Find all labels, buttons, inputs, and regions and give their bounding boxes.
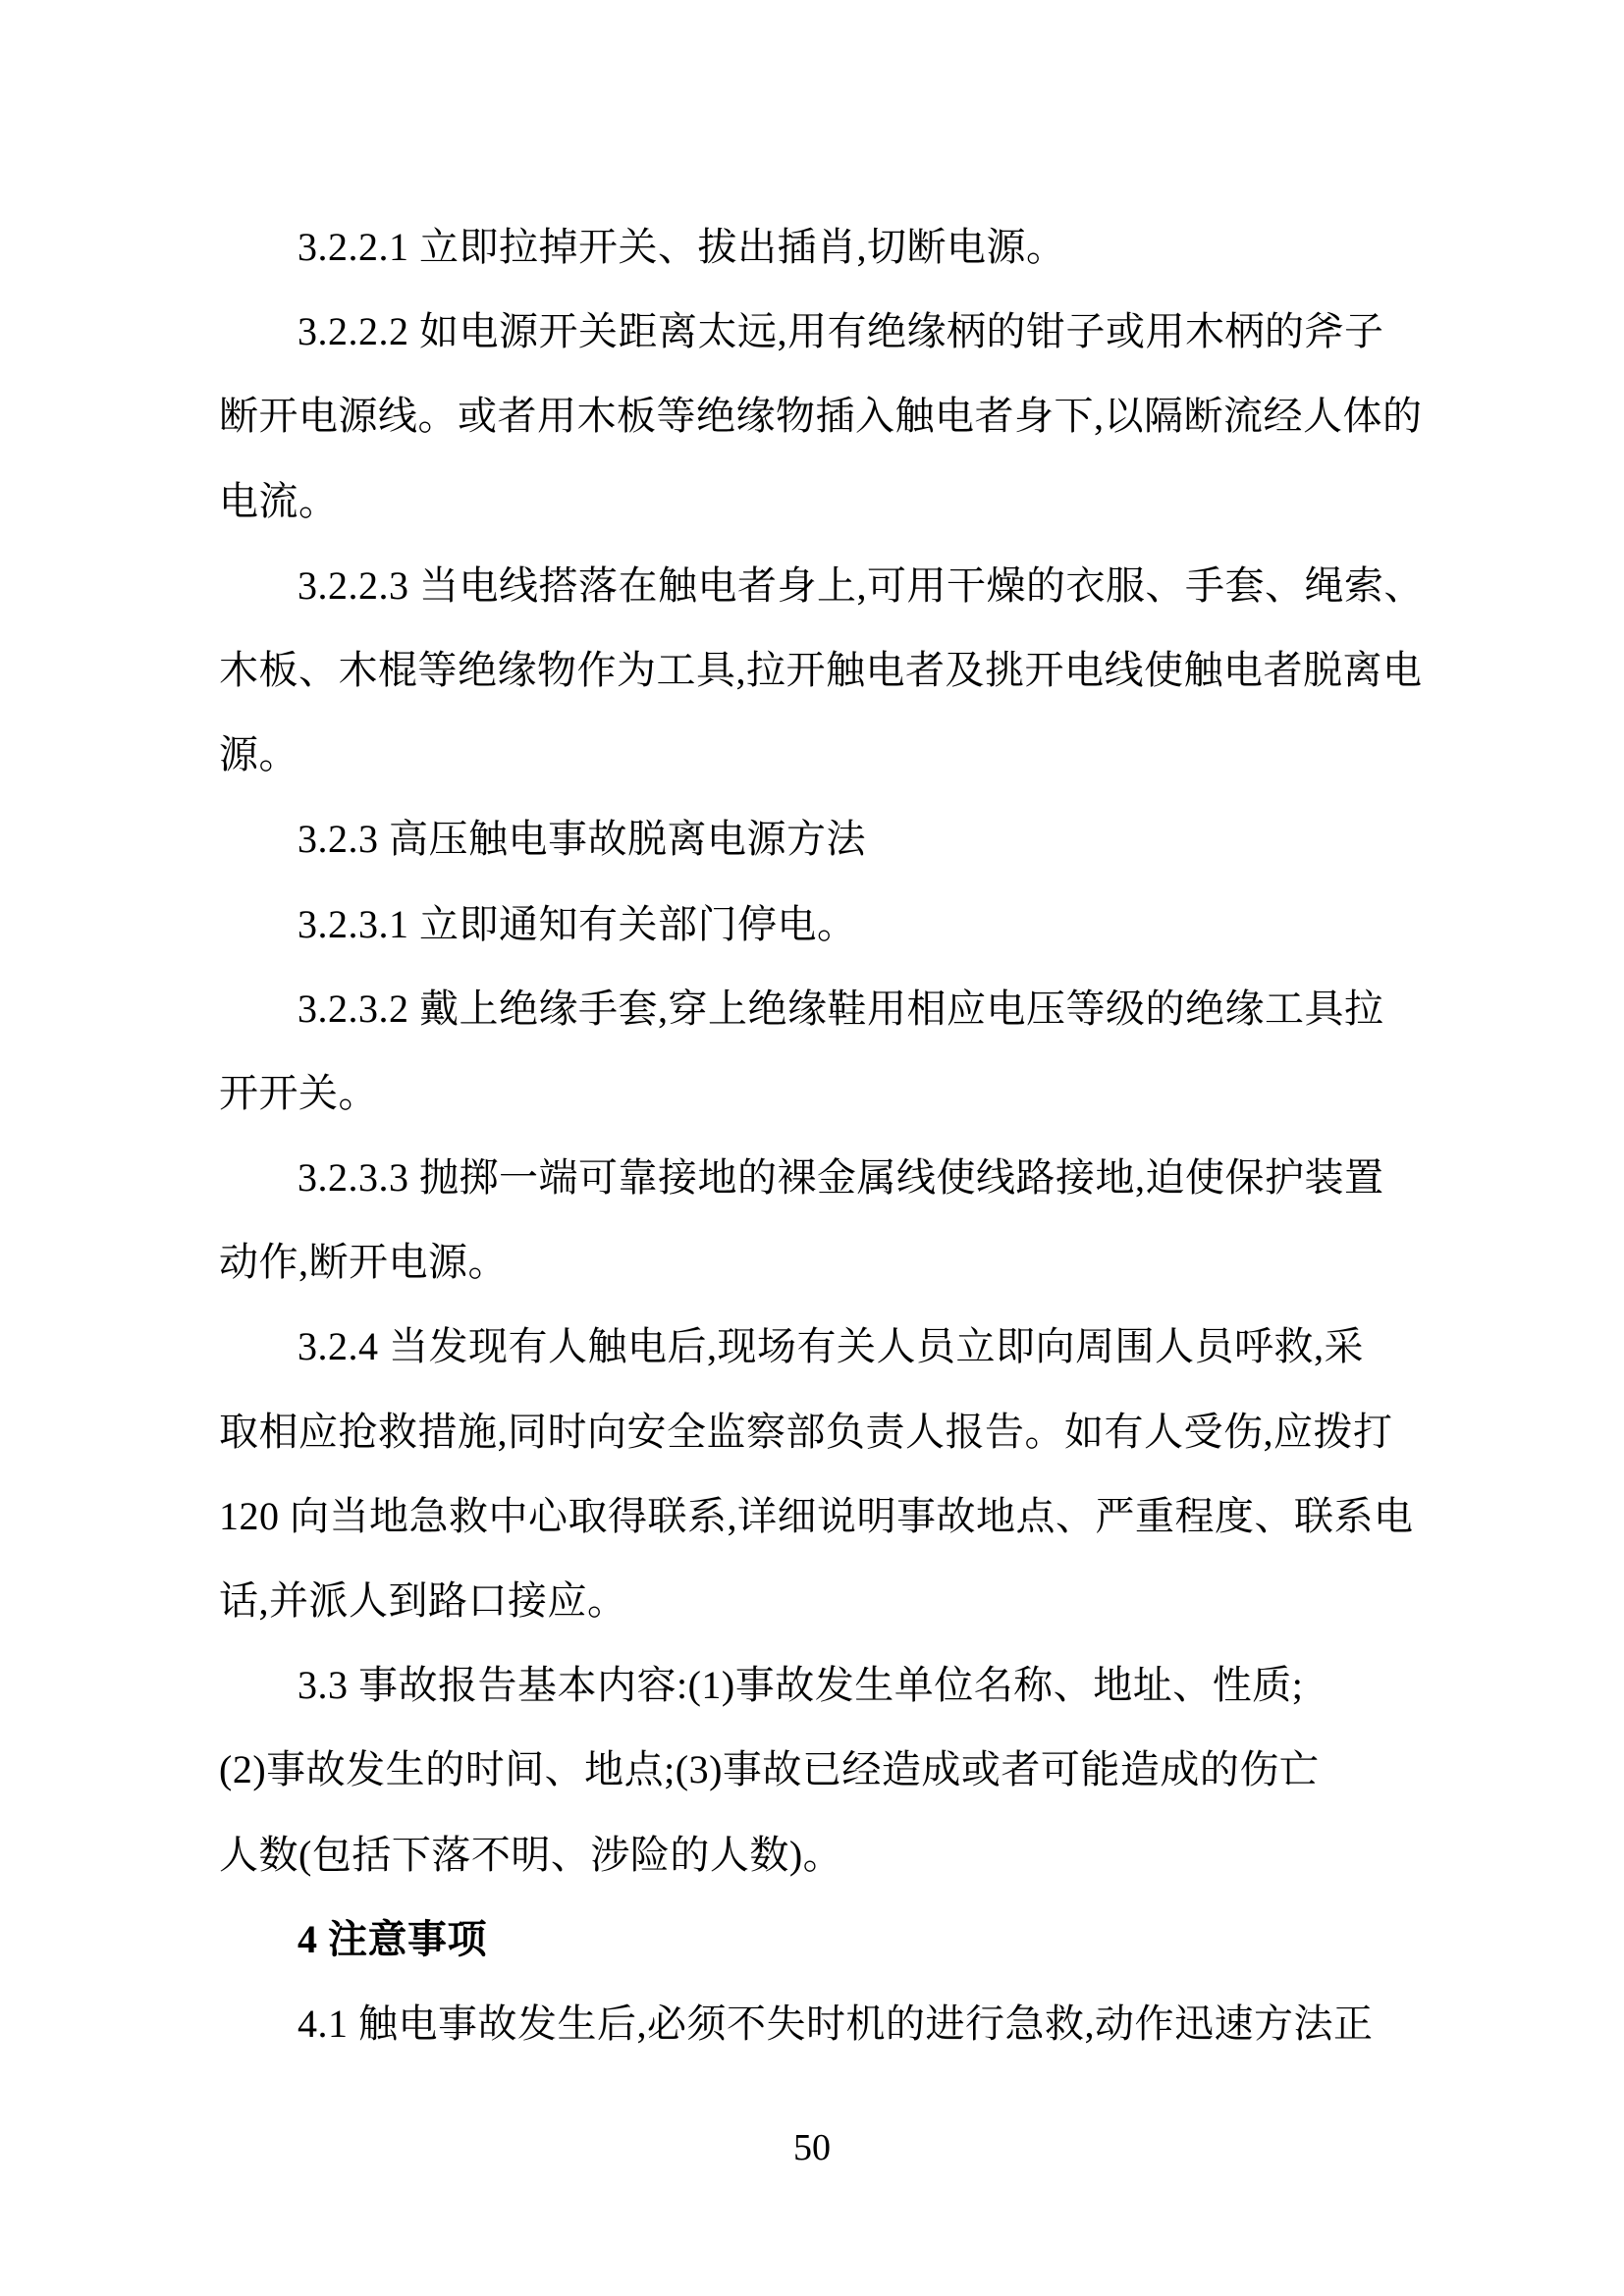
text-line: 3.2.4 当发现有人触电后,现场有关人员立即向周围人员呼救,采 [298, 1324, 1364, 1369]
text-line: 话,并派人到路口接应。 [219, 1578, 627, 1623]
text-line: 电流。 [219, 478, 339, 523]
text-line: 120 向当地急救中心取得联系,详细说明事故地点、严重程度、联系电 [219, 1493, 1414, 1538]
text-line: 3.2.3.1 立即通知有关部门停电。 [298, 901, 857, 946]
text-line: 3.2.3 高压触电事故脱离电源方法 [298, 817, 866, 862]
text-line: 3.2.2.3 当电线搭落在触电者身上,可用干燥的衣服、手套、绳索、 [298, 562, 1424, 608]
text-line: 动作,断开电源。 [219, 1240, 508, 1285]
document-body [219, 205, 1424, 2066]
text-line: (2)事故发生的时间、地点;(3)事故已经造成或者可能造成的伤亡 [219, 1747, 1320, 1792]
text-line: 开开关。 [219, 1070, 378, 1115]
text-line: 源。 [219, 732, 298, 777]
page-number: 50 [793, 2127, 831, 2168]
text-line: 3.2.3.2 戴上绝缘手套,穿上绝缘鞋用相应电压等级的绝缘工具拉 [298, 986, 1384, 1031]
text-line: 3.3 事故报告基本内容:(1)事故发生单位名称、地址、性质; [298, 1663, 1304, 1708]
text-line: 断开电源线。或者用木板等绝缘物插入触电者身下,以隔断流经人体的 [219, 394, 1423, 439]
text-line: 3.2.2.1 立即拉掉开关、拔出插肖,切断电源。 [298, 225, 1066, 269]
text-line: 3.2.2.2 如电源开关距离太远,用有绝缘柄的钳子或用木柄的斧子 [298, 309, 1384, 354]
text-line: 木板、木棍等绝缘物作为工具,拉开触电者及挑开电线使触电者脱离电 [219, 647, 1423, 692]
text-line: 人数(包括下落不明、涉险的人数)。 [219, 1832, 843, 1877]
text-line: 3.2.3.3 抛掷一端可靠接地的裸金属线使线路接地,迫使保护装置 [298, 1155, 1384, 1201]
text-line: 取相应抢救措施,同时向安全监察部负责人报告。如有人受伤,应拨打 [219, 1409, 1393, 1454]
text-line: 4.1 触电事故发生后,必须不失时机的进行急救,动作迅速方法正 [298, 2001, 1374, 2046]
text-line: 4 注意事项 [298, 1916, 487, 1961]
